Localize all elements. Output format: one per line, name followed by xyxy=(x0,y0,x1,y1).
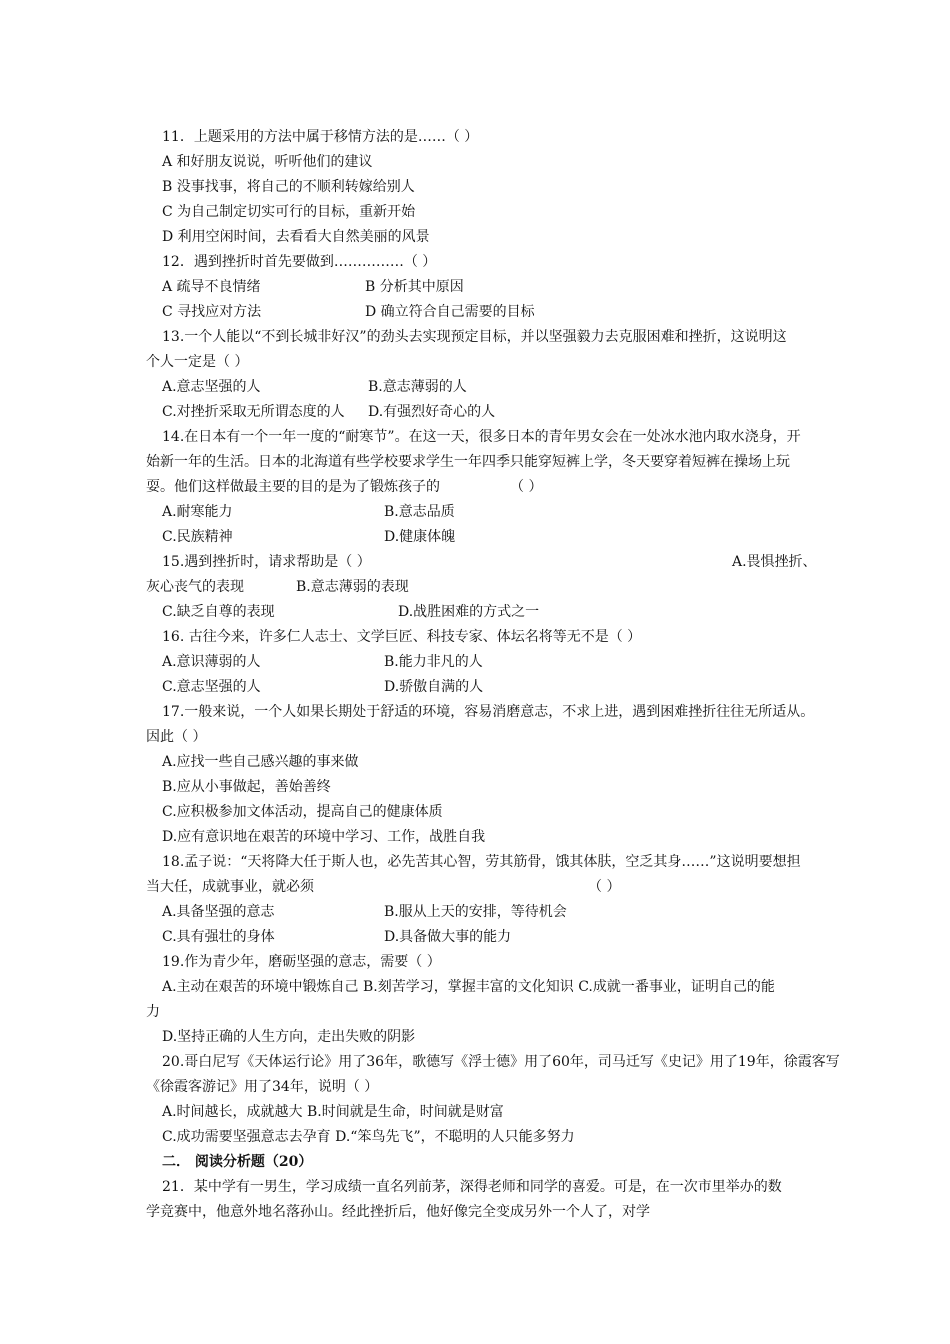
option-16b: B.能力非凡的人 xyxy=(384,654,483,670)
question-21-line1: 21．某中学有一男生，学习成绩一直名列前茅，深得老师和同学的喜爱。可是，在一次市里举办的数 xyxy=(162,1179,782,1195)
options-20ab: A.时间越长，成就越大 B.时间就是生命，时间就是财富 xyxy=(162,1104,504,1120)
option-12b: B 分析其中原因 xyxy=(365,279,464,295)
question-20-line2: 《徐霞客游记》用了34年，说明（ ） xyxy=(146,1079,379,1095)
option-18d: D.具备做大事的能力 xyxy=(384,929,512,945)
option-15d: D.战胜困难的方式之一 xyxy=(398,604,540,620)
option-18c: C.具有强壮的身体 xyxy=(162,929,275,945)
option-13a: A.意志坚强的人 xyxy=(162,379,261,395)
question-20-line1: 20.哥白尼写《天体运行论》用了36年，歌德写《浮士德》用了60年，司马迁写《史记》用了19年，徐霞客写 xyxy=(162,1054,840,1070)
option-19c-cont: 力 xyxy=(146,1004,160,1020)
option-16c: C.意志坚强的人 xyxy=(162,679,261,695)
question-17-line2: 因此（ ） xyxy=(146,729,207,745)
option-16a: A.意识薄弱的人 xyxy=(162,654,261,670)
option-17c: C.应积极参加文体活动，提高自己的健康体质 xyxy=(162,804,443,820)
option-16d: D.骄傲自满的人 xyxy=(384,679,484,695)
option-12a: A 疏导不良情绪 xyxy=(162,279,261,295)
option-15a: A.畏惧挫折、 xyxy=(732,554,817,570)
question-16: 16. 古往今来，许多仁人志士、文学巨匠、科技专家、体坛名将等无不是（ ） xyxy=(162,629,642,645)
option-12c: C 寻找应对方法 xyxy=(162,304,262,320)
options-20cd: C.成功需要坚强意志去孕育 D.“笨鸟先飞”，不聪明的人只能多努力 xyxy=(162,1129,575,1145)
option-14d: D.健康体魄 xyxy=(384,529,456,545)
question-19: 19.作为青少年，磨砺坚强的意志，需要（ ） xyxy=(162,954,441,970)
answer-bracket: （ ） xyxy=(588,879,621,895)
question-18-line2: 当大任，成就事业，就必须 xyxy=(146,879,314,895)
question-15: 15.遇到挫折时，请求帮助是（ ） xyxy=(162,554,371,570)
option-17d: D.应有意识地在艰苦的环境中学习、工作，战胜自我 xyxy=(162,829,486,845)
option-17a: A.应找一些自己感兴趣的事来做 xyxy=(162,754,359,770)
question-13-line1: 13.一个人能以“不到长城非好汉”的劲头去实现预定目标，并以坚强毅力去克服困难和挫折，这说明这 xyxy=(162,329,787,345)
question-14-line1: 14.在日本有一个一年一度的“耐寒节”。在这一天，很多日本的青年男女会在一处冰水池内取水浇身，开 xyxy=(162,429,801,445)
answer-bracket: （ ） xyxy=(510,479,543,495)
option-13b: B.意志薄弱的人 xyxy=(368,379,467,395)
option-15c: C.缺乏自尊的表现 xyxy=(162,604,275,620)
question-13-line2: 个人一定是（ ） xyxy=(146,354,249,370)
option-11c: C 为自己制定切实可行的目标，重新开始 xyxy=(162,204,416,220)
option-13c: C.对挫折采取无所谓态度的人 xyxy=(162,404,345,420)
question-15-line2: 灰心丧气的表现 xyxy=(146,579,244,595)
option-14c: C.民族精神 xyxy=(162,529,233,545)
question-14-line2: 始新一年的生活。日本的北海道有些学校要求学生一年四季只能穿短裤上学，冬天要穿着短裤在操场上玩 xyxy=(146,454,790,470)
question-12: 12．遇到挫折时首先要做到……………（ ） xyxy=(162,254,437,270)
option-15b: B.意志薄弱的表现 xyxy=(296,579,409,595)
option-11b: B 没事找事，将自己的不顺利转嫁给别人 xyxy=(162,179,415,195)
option-19d: D.坚持正确的人生方向，走出失败的阴影 xyxy=(162,1029,416,1045)
option-17b: B.应从小事做起，善始善终 xyxy=(162,779,331,795)
question-18-line1: 18.孟子说：“天将降大任于斯人也，必先苦其心智，劳其筋骨，饿其体肤，空乏其身……”这说明要想担 xyxy=(162,854,801,870)
option-18a: A.具备坚强的意志 xyxy=(162,904,275,920)
option-14a: A.耐寒能力 xyxy=(162,504,233,520)
question-11: 11．上题采用的方法中属于移情方法的是……（ ） xyxy=(162,129,479,145)
options-19abc: A.主动在艰苦的环境中锻炼自己 B.刻苦学习，掌握丰富的文化知识 C.成就一番事业，证明自己的能 xyxy=(162,979,775,995)
option-11d: D 利用空闲时间，去看看大自然美丽的风景 xyxy=(162,229,430,245)
option-12d: D 确立符合自己需要的目标 xyxy=(365,304,535,320)
option-13d: D.有强烈好奇心的人 xyxy=(368,404,496,420)
question-21-line2: 学竞赛中，他意外地名落孙山。经此挫折后，他好像完全变成另外一个人了，对学 xyxy=(146,1204,650,1220)
question-14-line3: 耍。他们这样做最主要的目的是为了锻炼孩子的 xyxy=(146,479,440,495)
section-heading: 二． 阅读分析题（20） xyxy=(162,1154,313,1170)
option-11a: A 和好朋友说说，听听他们的建议 xyxy=(162,154,373,170)
option-18b: B.服从上天的安排，等待机会 xyxy=(384,904,567,920)
question-17-line1: 17.一般来说，一个人如果长期处于舒适的环境，容易消磨意志，不求上进，遇到困难挫折往往无所适从。 xyxy=(162,704,815,720)
option-14b: B.意志品质 xyxy=(384,504,455,520)
